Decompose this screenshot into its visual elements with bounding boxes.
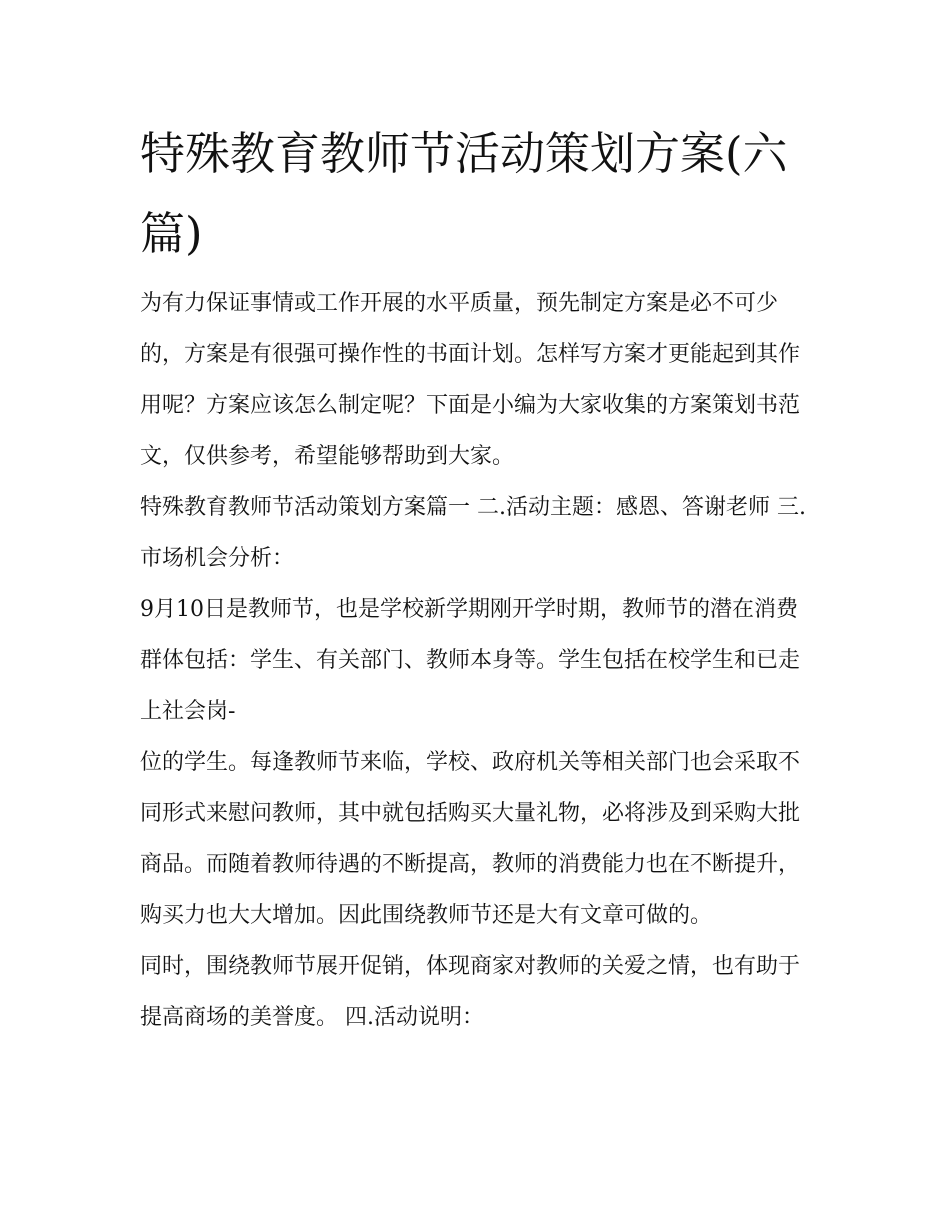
paragraph-section-one: 特殊教育教师节活动策划方案篇一 二.活动主题：感恩、答谢老师 三.市场机会分析： [140, 495, 806, 571]
paragraph-market-analysis: 9月10日是教师节，也是学校新学期刚开学时期，教师节的潜在消费群体包括：学生、有关部门、教师本身等。学生包括在校学生和已走上社会岗- [140, 597, 801, 724]
document-body [140, 114, 812, 1043]
paragraph-intro: 为有力保证事情或工作开展的水平质量，预先制定方案是必不可少的，方案是有很强可操作性的书面计划。怎样写方案才更能起到其作用呢？方案应该怎么制定呢？下面是小编为大家收集的方案策划书范文，仅供参考，希望能够帮助到大家。 [140, 291, 801, 469]
document-title: 特殊教育教师节活动策划方案(六篇) [140, 127, 788, 260]
paragraph-promotion: 同时，围绕教师节展开促销，体现商家对教师的关爱之情，也有助于提高商场的美誉度。 四.活动说明： [140, 954, 801, 1030]
paragraph-market-analysis-continued: 位的学生。每逢教师节来临，学校、政府机关等相关部门也会采取不同形式来慰问教师，其中就包括购买大量礼物，必将涉及到采购大批商品。而随着教师待遇的不断提高，教师的消费能力也在不断提升，购买力也大大增加。因此围绕教师节还是大有文章可做的。 [140, 750, 801, 928]
